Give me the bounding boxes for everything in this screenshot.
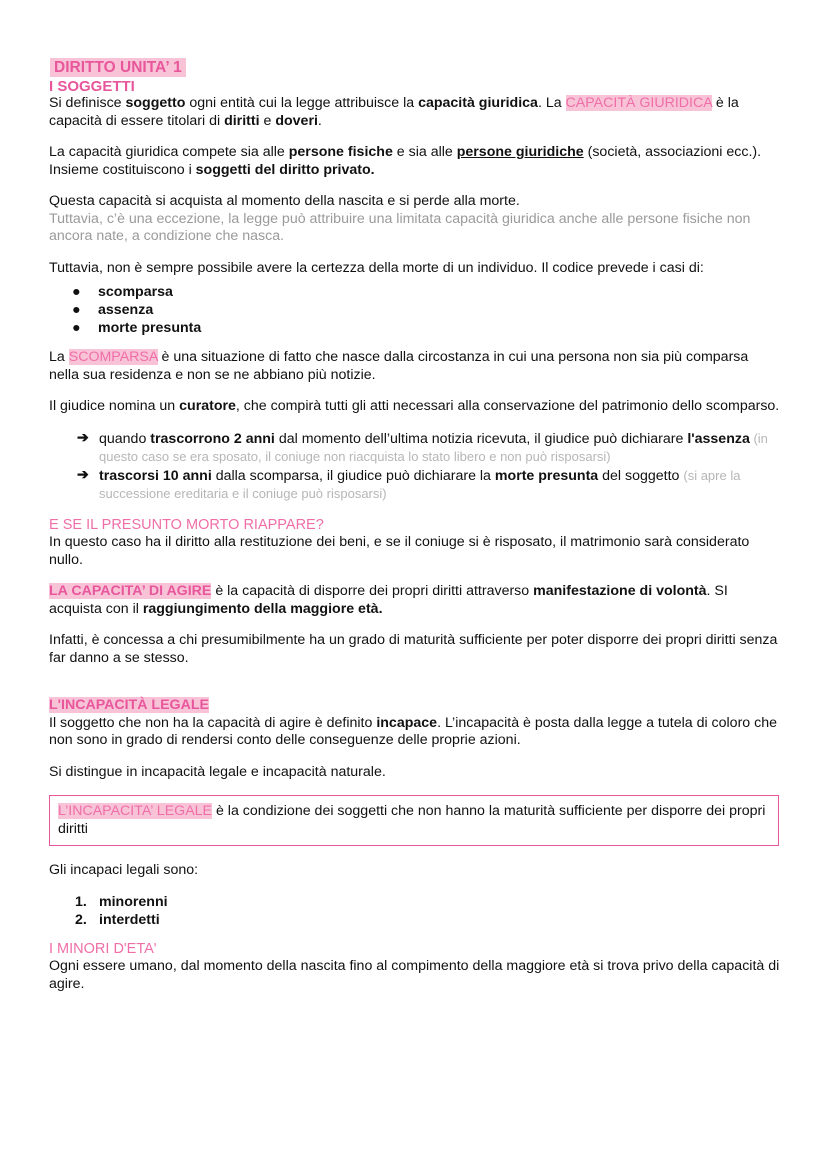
document-title: DIRITTO UNITA’ 1 — [50, 58, 186, 77]
list-item: 1. minorenni — [75, 893, 168, 910]
list-item: ● assenza — [72, 302, 154, 318]
list-item: ● scomparsa — [72, 284, 173, 300]
arrow-list-assenza — [49, 430, 780, 504]
list-item: ● morte presunta — [72, 320, 202, 336]
section-heading-incapacita-legale: L'INCAPACITÀ LEGALE — [49, 697, 209, 713]
paragraph-persone: La capacità giuridica compete sia alle persone fisiche e sia alle persone giuridiche (società, associazioni ecc.). Insieme costituiscono i soggetti del diritto privato. — [49, 144, 762, 178]
bullet-icon: ● — [72, 284, 81, 300]
paragraph-restituzione: In questo caso ha il diritto alla restituzione dei beni, e se il coniuge si è risposato, il matrimonio sarà considerato nullo. — [49, 534, 750, 568]
bullet-list-casi — [49, 283, 780, 337]
paragraph-certezza-morte: Tuttavia, non è sempre possibile avere la certezza della morte di un individuo. Il codice prevede i casi di: — [49, 259, 704, 276]
list-item: ➔ quando trascorrono 2 anni dal momento dell’ultima notizia ricevuta, il giudice può dichiarare l'assenza (in questo caso se era sposato, il coniuge non riacquista lo stato libero e non può risposarsi) — [77, 429, 768, 464]
paragraph-distinzione: Si distingue in incapacità legale e incapacità naturale. — [49, 763, 386, 780]
list-item: ➔ trascorsi 10 anni dalla scomparsa, il giudice può dichiarare la morte presunta del soggetto (si apre la successione ereditaria e il coniuge può risposarsi) — [77, 466, 741, 501]
list-item: 2. interdetti — [75, 911, 160, 928]
paragraph-scomparsa: La SCOMPARSA è una situazione di fatto che nasce dalla circostanza in cui una persona non sia più comparsa nella sua residenza e non se ne abbiano più notizie. — [49, 349, 749, 383]
paragraph-maturita: Infatti, è concessa a chi presumibilmente ha un grado di maturità sufficiente per poter disporre dei propri diritti senza far danno a se stesso. — [49, 632, 778, 666]
section-heading-soggetti: I SOGGETTI — [49, 77, 135, 95]
paragraph-curatore: Il giudice nomina un curatore, che compirà tutti gli atti necessari alla conservazione del patrimonio dello scomparso. — [49, 398, 780, 414]
arrow-right-icon: ➔ — [77, 429, 89, 446]
bullet-icon: ● — [72, 302, 81, 318]
section-heading-minori: I MINORI D'ETA' — [49, 940, 157, 957]
paragraph-incapaci-legali: Gli incapaci legali sono: — [49, 862, 199, 878]
paragraph-capacita-agire: LA CAPACITA’ DI AGIRE è la capacità di disporre dei propri diritti attraverso manifestazione di volontà. SI acquista con il raggiungimento della maggiore età. — [49, 583, 728, 617]
section-heading-presunto-morto: E SE IL PRESUNTO MORTO RIAPPARE? — [49, 516, 324, 533]
definition-box: L’INCAPACITA’ LEGALE è la condizione dei soggetti che non hanno la maturità sufficiente per disporre dei propri diritti — [49, 795, 779, 846]
paragraph-definizione-soggetto: Si definisce soggetto ogni entità cui la legge attribuisce la capacità giuridica. La CAPACITÀ GIURIDICA è la capacità di essere titolari di diritti e doveri. — [49, 95, 739, 129]
paragraph-incapace: Il soggetto che non ha la capacità di agire è definito incapace. L’incapacità è posta dalla legge a tutela di coloro che non sono in grado di rendersi conto delle conseguenze delle proprie azioni. — [49, 714, 778, 748]
paragraph-nascita-morte: Questa capacità si acquista al momento della nascita e si perde alla morte. — [49, 193, 520, 209]
paragraph-minori: Ogni essere umano, dal momento della nascita fino al compimento della maggiore età si trova privo della capacità di agire. — [49, 958, 780, 992]
paragraph-eccezione: Tuttavia, c’è una eccezione, la legge può attribuire una limitata capacità giuridica anche alle persone fisiche non ancora nate, a condizione che nasca. — [49, 210, 751, 244]
numbered-list-incapaci — [49, 893, 780, 929]
arrow-right-icon: ➔ — [77, 466, 89, 483]
bullet-icon: ● — [72, 320, 81, 336]
